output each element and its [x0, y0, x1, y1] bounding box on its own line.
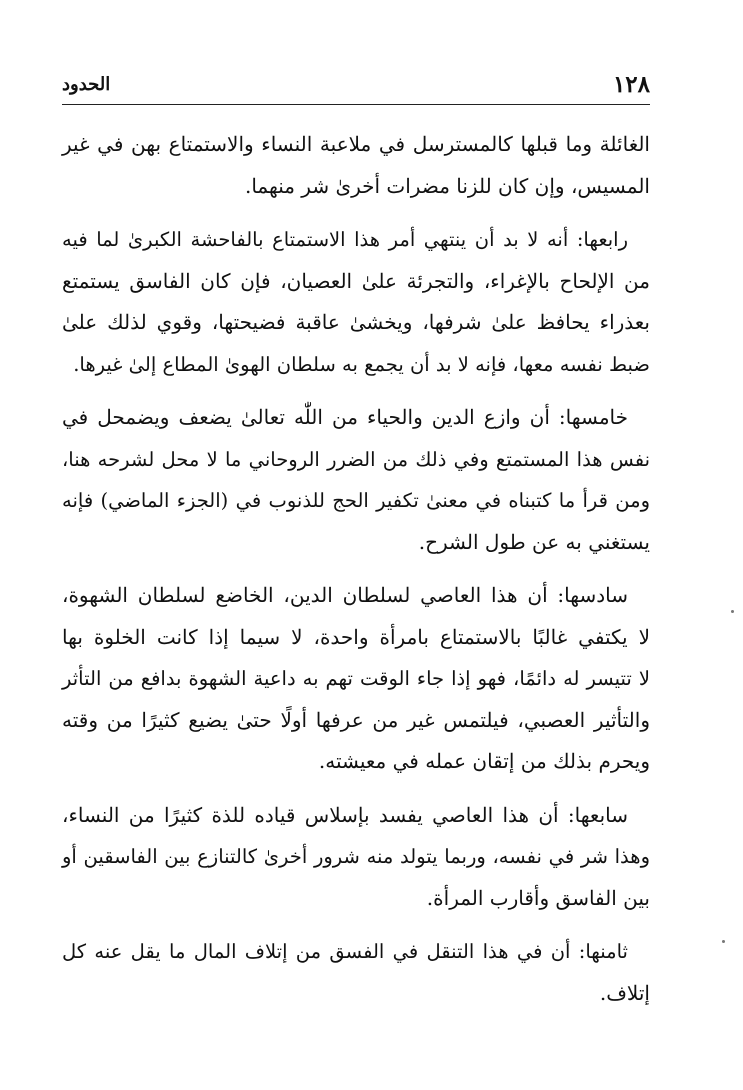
text-line: سابعها: أن هذا العاصي يفسد بإسلاس قياده للذة كثيرًا من النساء،	[62, 802, 628, 827]
paragraph	[62, 931, 650, 1014]
text-line: من الإلحاح بالإغراء، والتجرئة علىٰ العصيان، فإن كان الفاسق يستمتع	[62, 268, 650, 293]
header-rule	[62, 104, 650, 105]
text-line: بعذراء يحافظ علىٰ شرفها، ويخشىٰ عاقبة فضيحتها، وقوي لذلك علىٰ	[62, 310, 651, 334]
text-line: المسيس، وإن كان للزنا مضرات أخرىٰ شر منهما.	[244, 173, 650, 198]
scan-speck	[722, 940, 725, 943]
text-line: لا تتيسر له دائمًا، فهو إذا جاء الوقت تهم به داعية الشهوة بدافع من التأثر	[62, 667, 650, 690]
page-header	[62, 64, 650, 104]
page-body	[62, 124, 650, 1026]
text-line: لا يكتفي غالبًا بالاستمتاع بامرأة واحدة، لا سيما إذا كانت الخلوة بها	[62, 624, 650, 649]
text-line: إتلاف.	[599, 980, 650, 1005]
page-number: ١٢٨	[612, 70, 650, 98]
paragraph	[62, 397, 650, 563]
paragraph	[62, 219, 650, 385]
text-line: والتأثير العصبي، فيلتمس غير من عرفها أولًا حتىٰ يضيع كثيرًا من وقته	[62, 707, 650, 732]
text-line: وهذا شر في نفسه، وربما يتولد منه شرور أخرىٰ كالتنازع بين الفاسقين أو	[62, 845, 650, 868]
text-line: رابعها: أنه لا بد أن ينتهي أمر هذا الاستمتاع بالفاحشة الكبرىٰ لما فيه	[62, 228, 628, 251]
text-line: ومن قرأ ما كتبناه في معنىٰ تكفير الحج للذنوب في (الجزء الماضي) فإنه	[62, 489, 650, 512]
text-line: سادسها: أن هذا العاصي لسلطان الدين، الخاضع لسلطان الشهوة،	[62, 583, 628, 607]
text-line: ضبط نفسه معها، فإنه لا بد أن يجمع به سلطان الهوىٰ المطاع إلىٰ غيرها.	[73, 352, 650, 376]
paragraph	[62, 575, 650, 783]
text-line: ثامنها: أن في هذا التنقل في الفسق من إتلاف المال ما يقل عنه كل	[62, 940, 628, 963]
text-line: بين الفاسق وأقارب المرأة.	[426, 885, 650, 910]
paragraph	[62, 124, 650, 207]
text-line: يستغني به عن طول الشرح.	[418, 529, 650, 554]
text-line: نفس هذا المستمتع وفي ذلك من الضرر الروحاني ما لا محل لشرحه هنا،	[62, 447, 650, 471]
text-line: ويحرم بذلك من إتقان عمله في معيشته.	[318, 749, 650, 773]
text-line: الغائلة وما قبلها كالمسترسل في ملاعبة النساء والاستمتاع بهن في غير	[62, 132, 650, 156]
running-title: الحدود	[62, 73, 111, 95]
text-line: خامسها: أن وازع الدين والحياء من اللّٰه تعالىٰ يضعف ويضمحل في	[62, 405, 628, 429]
paragraph	[62, 795, 650, 920]
scan-speck	[731, 610, 734, 613]
